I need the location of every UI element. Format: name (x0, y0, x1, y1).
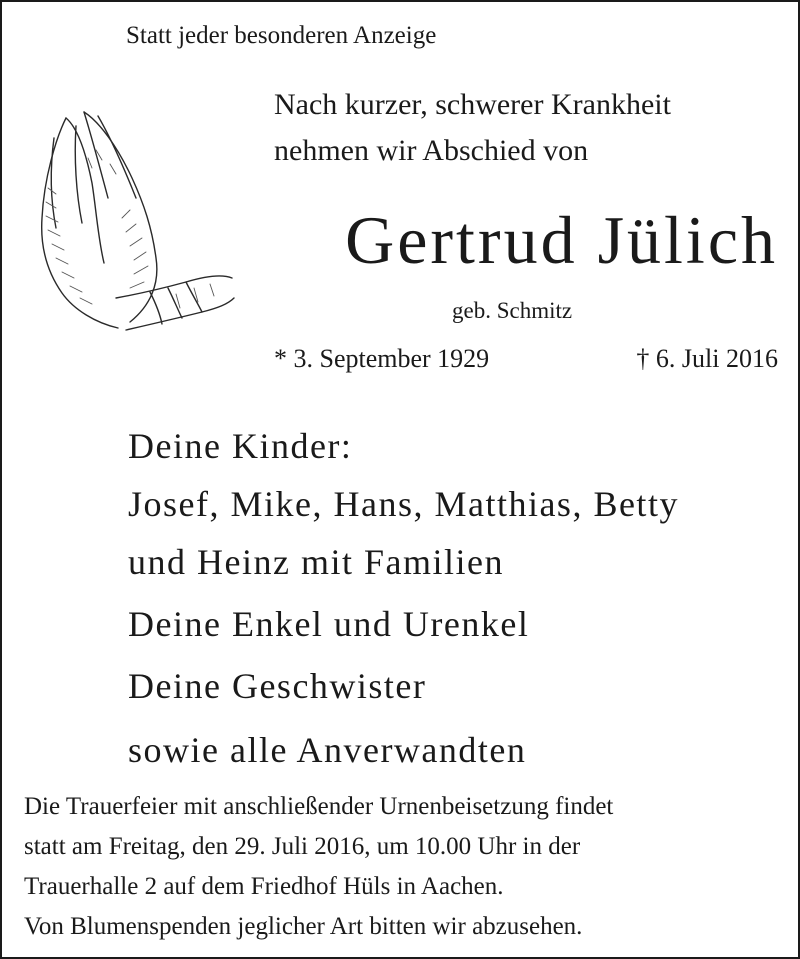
ceremony-line: Die Trauerfeier mit anschließender Urnenbeisetzung findet (24, 793, 614, 820)
mourner-line: Deine Kinder: (128, 426, 353, 466)
death-date: † 6. Juli 2016 (636, 344, 778, 373)
birth-date: * 3. September 1929 (274, 344, 490, 373)
birth-name: geb. Schmitz (452, 298, 573, 323)
mourners-list (128, 417, 679, 779)
mourner-line: Deine Geschwister (128, 666, 427, 706)
intro-text (274, 82, 671, 174)
intro-line: Nach kurzer, schwerer Krankheit (274, 88, 671, 121)
intro-line: nehmen wir Abschied von (274, 134, 589, 167)
ceremony-line: statt am Freitag, den 29. Juli 2016, um 10.00 Uhr in der (24, 833, 581, 860)
mourner-line: und Heinz mit Familien (128, 542, 504, 582)
mourner-line: Deine Enkel und Urenkel (128, 604, 530, 644)
mourner-line: Josef, Mike, Hans, Matthias, Betty (128, 484, 679, 524)
praying-hands-icon (26, 98, 238, 338)
deceased-name: Gertrud Jülich (345, 202, 778, 278)
ceremony-line: Von Blumenspenden jeglicher Art bitten wir abzusehen. (24, 913, 583, 940)
notice-header: Statt jeder besonderen Anzeige (126, 22, 437, 49)
mourner-line: sowie alle Anverwandten (128, 730, 527, 770)
ceremony-line: Trauerhalle 2 auf dem Friedhof Hüls in Aachen. (24, 873, 504, 900)
ceremony-details (24, 787, 613, 947)
